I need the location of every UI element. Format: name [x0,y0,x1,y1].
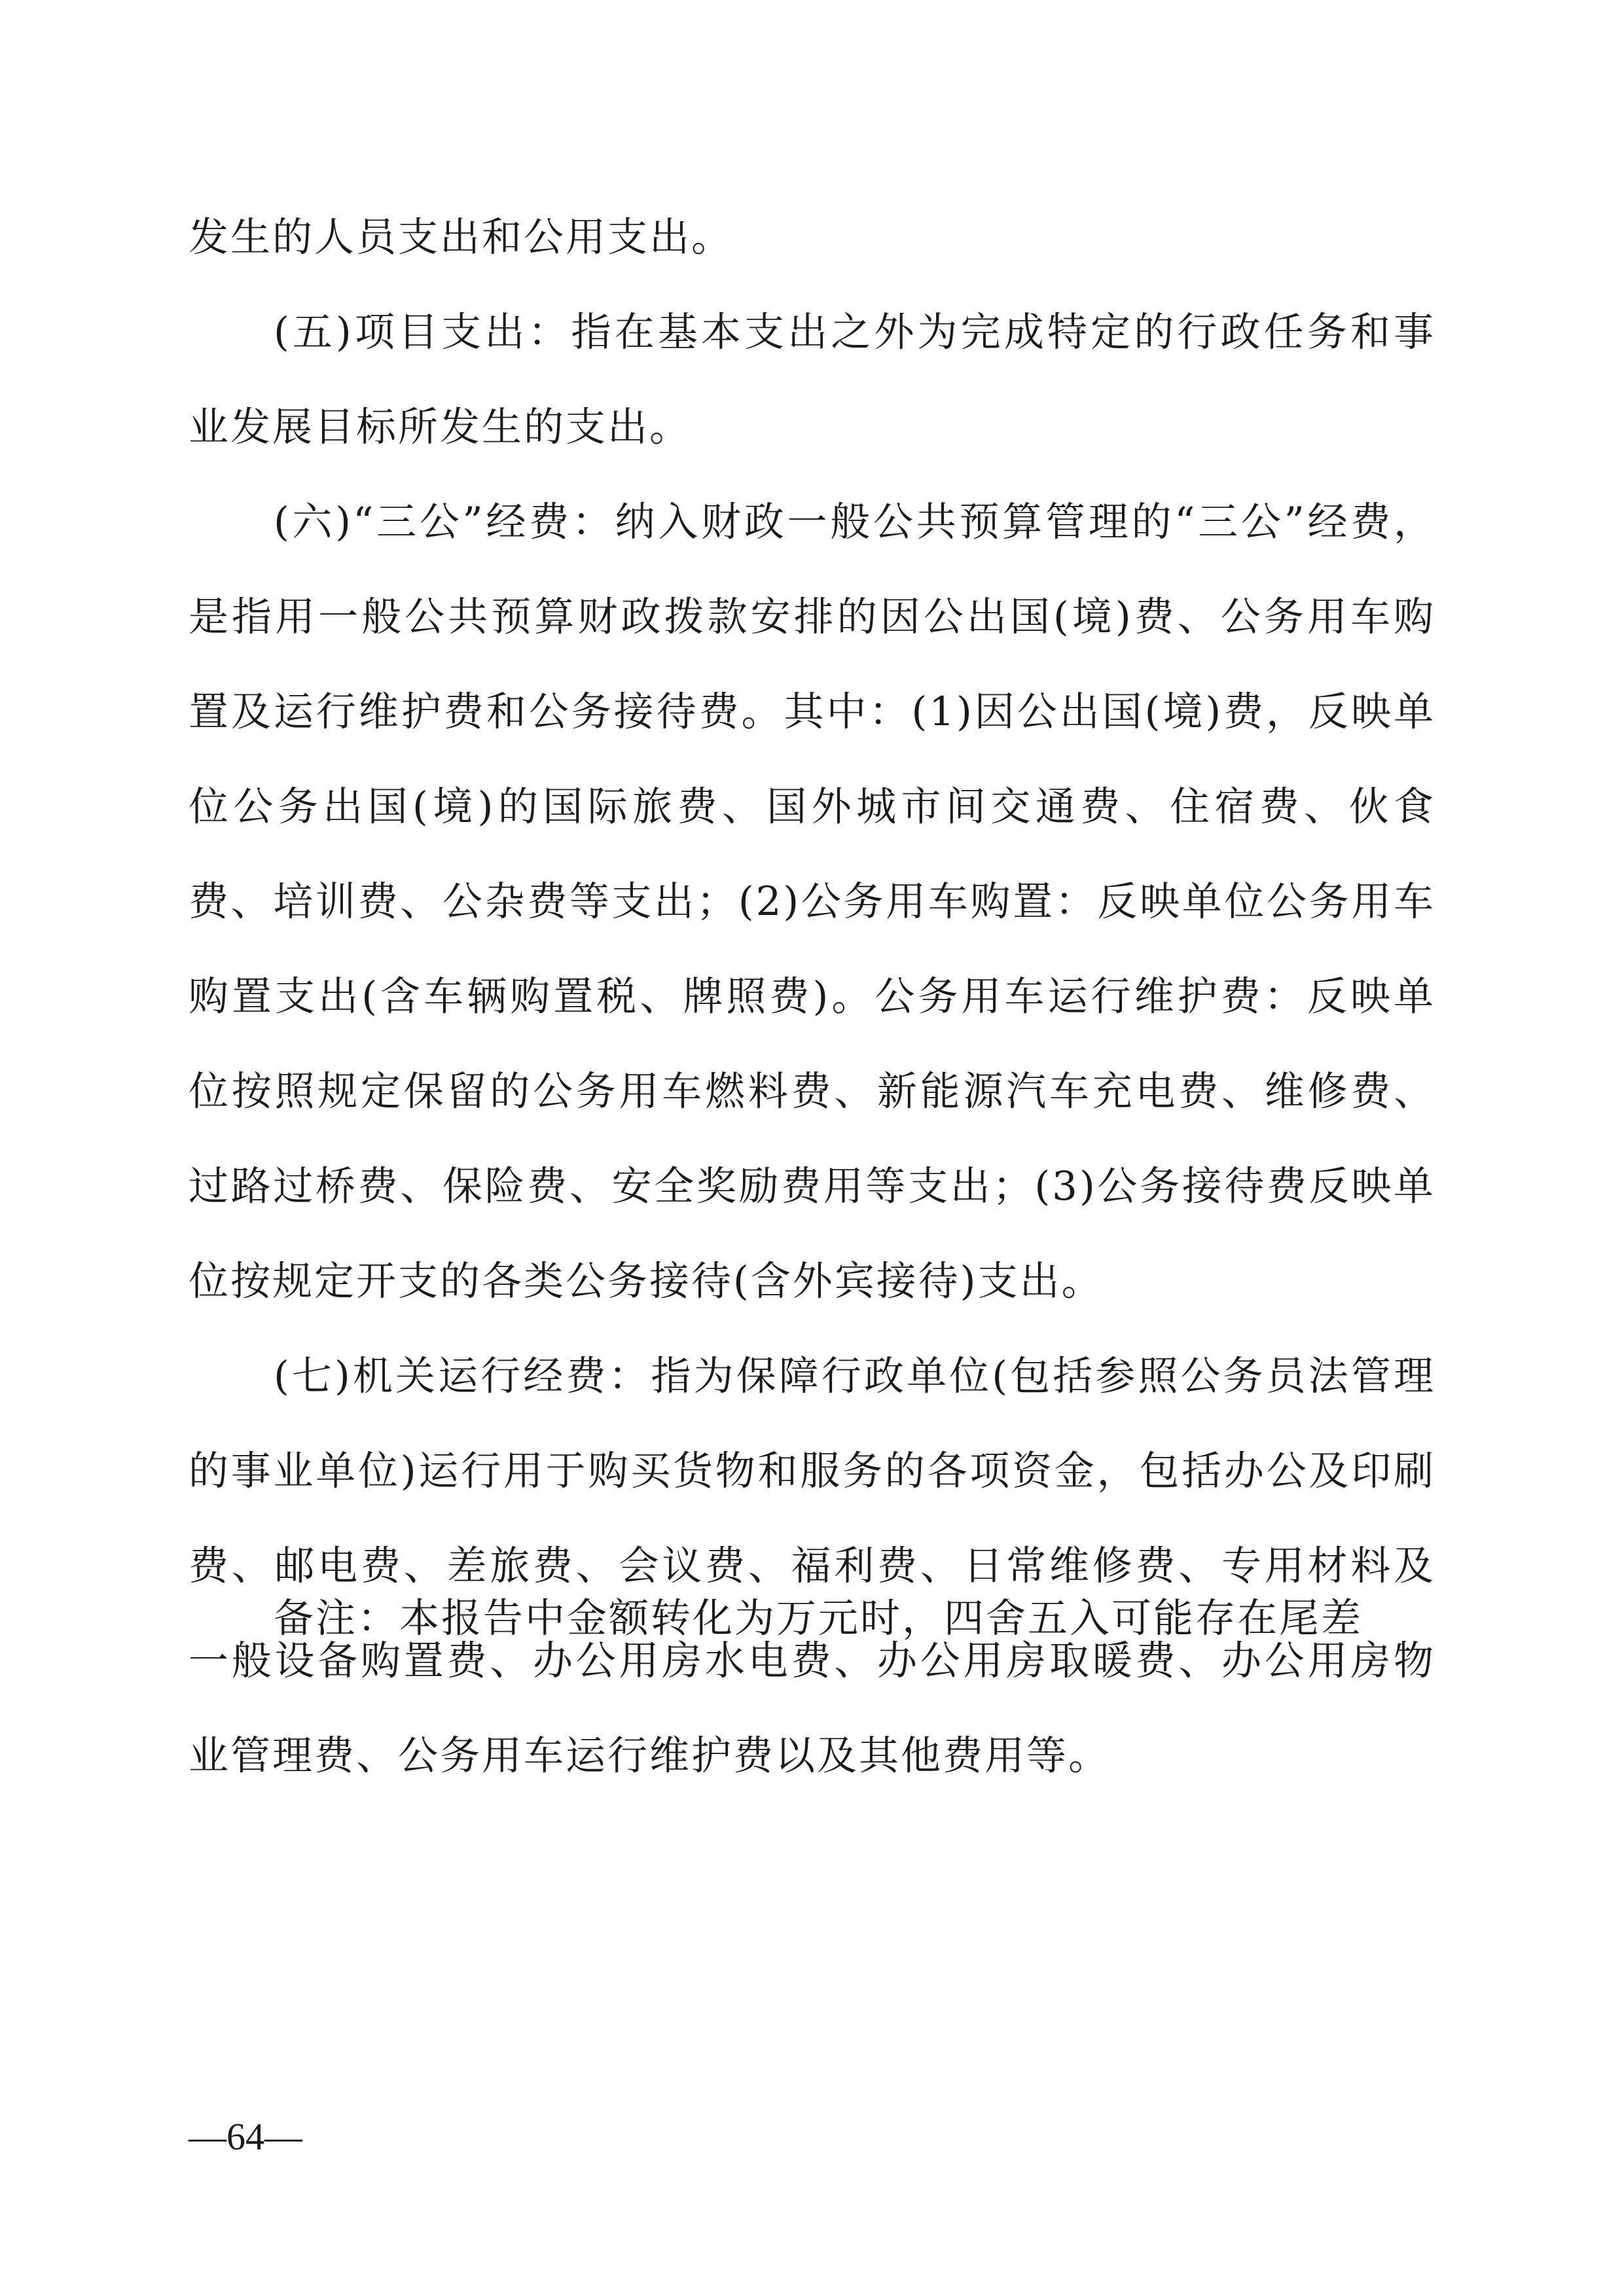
rounding-note: 备注：本报告中金额转化为万元时，四舍五入可能存在尾差 [274,1595,1363,1641]
page-number: —64— [189,2115,302,2158]
paragraph-project-expenditure: (五)项目支出：指在基本支出之外为完成特定的行政任务和事业发展目标所发生的支出。 [189,309,1435,450]
paragraph-three-public-expenses: (六)“三公”经费：纳入财政一般公共预算管理的“三公”经费，是指用一般公共预算财政拨款安排的因公出国(境)费、公务用车购置及运行维护费和公务接待费。其中：(1)因公出国(境)费，反映单位公务出国(境)的国际旅费、国外城市间交通费、住宿费、伙食费、培训费、公杂费等支出；(2)公务用车购置：反映单位公务用车购置支出(含车辆购置税、牌照费)。公务用车运行维护费：反映单位按照规定保留的公务用车燃料费、新能源汽车充电费、维修费、过路过桥费、保险费、安全奖励费用等支出；(3)公务接待费反映单位按规定开支的各类公务接待(含外宾接待)支出。 [189,499,1435,1304]
paragraph-continuation: 发生的人员支出和公用支出。 [189,214,734,260]
body-text [189,190,1435,1803]
paragraph-operating-expenses: (七)机关运行经费：指为保障行政单位(包括参照公务员法管理的事业单位)运行用于购买货物和服务的各项资金，包括办公及印刷费、邮电费、差旅费、会议费、福利费、日常维修费、专用材料及一般设备购置费、办公用房水电费、办公用房取暖费、办公用房物业管理费、公务用车运行维护费以及其他费用等。 [189,1353,1435,1779]
